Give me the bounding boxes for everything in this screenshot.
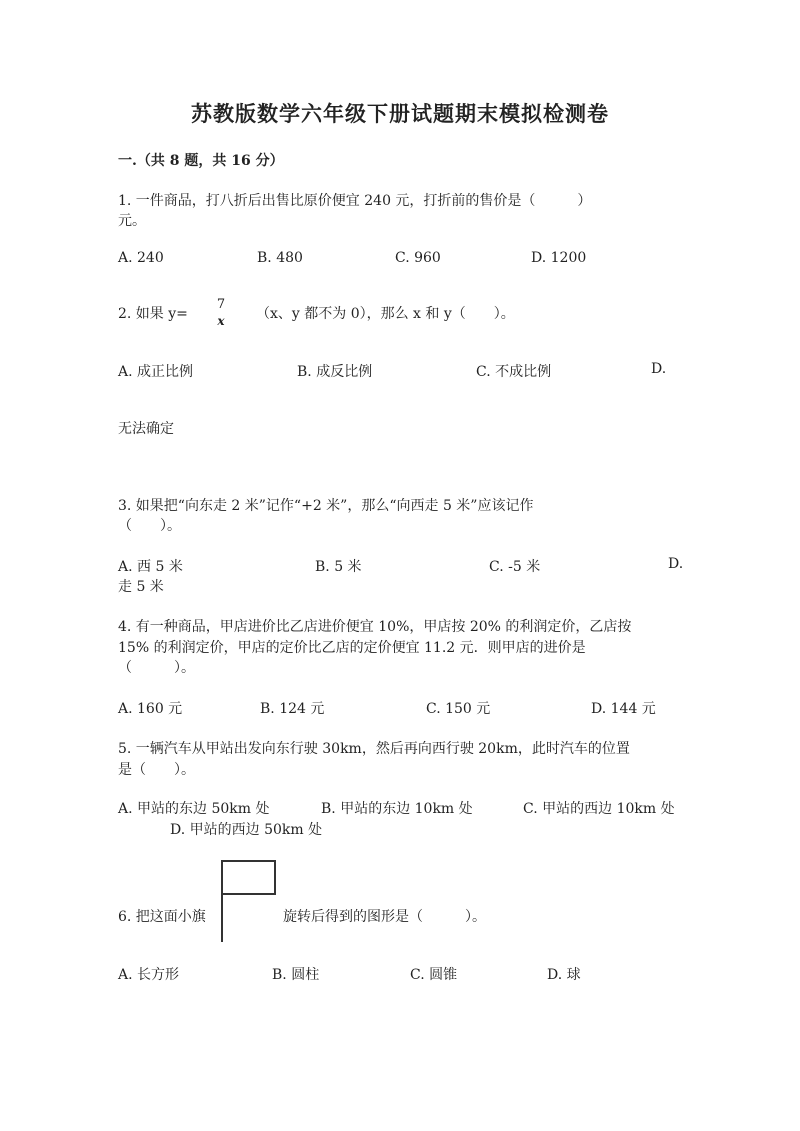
q2-option-d-continued: 无法确定 bbox=[118, 421, 174, 437]
q6-stem-suffix: 旋转后得到的图形是（ ）。 bbox=[283, 909, 486, 925]
q4-option-a: A. 160 元 bbox=[118, 701, 183, 717]
q4-stem-line1: 4. 有一种商品，甲店进价比乙店进价便宜 10%，甲店按 20% 的利润定价，乙店按 bbox=[118, 619, 632, 635]
q2-stem-suffix: （x、y 都不为 0），那么 x 和 y（ ）。 bbox=[256, 306, 515, 322]
q6-option-a: A. 长方形 bbox=[118, 967, 180, 983]
q2-option-c: C. 不成比例 bbox=[476, 364, 552, 380]
q5-stem-line2: 是（ ）。 bbox=[118, 762, 195, 778]
q5-option-a: A. 甲站的东边 50km 处 bbox=[118, 801, 270, 817]
section-header: 一.（共 8 题，共 16 分） bbox=[118, 153, 284, 169]
fraction bbox=[211, 297, 231, 329]
q6-option-d: D. 球 bbox=[547, 967, 581, 983]
q4-stem-line3: （ ）。 bbox=[118, 660, 195, 676]
q1-option-a: A. 240 bbox=[118, 250, 164, 266]
q1-option-b: B. 480 bbox=[257, 250, 303, 266]
q5-option-d: D. 甲站的西边 50km 处 bbox=[170, 822, 323, 838]
q4-option-b: B. 124 元 bbox=[260, 701, 325, 717]
q1-option-d: D. 1200 bbox=[531, 250, 587, 266]
q3-option-a: A. 西 5 米 bbox=[118, 559, 183, 575]
q1-stem-line1: 1. 一件商品，打八折后出售比原价便宜 240 元，打折前的售价是（ ） bbox=[118, 193, 592, 209]
q3-option-d: D. bbox=[668, 556, 684, 572]
q3-stem-line1: 3. 如果把“向东走 2 米”记作“+2 米”，那么“向西走 5 米”应该记作 bbox=[118, 498, 534, 514]
page-title: 苏教版数学六年级下册试题期末模拟检测卷 bbox=[191, 101, 609, 126]
fraction-numerator: 7 bbox=[216, 297, 226, 312]
q4-stem-line2: 15% 的利润定价，甲店的定价比乙店的定价便宜 11.2 元．则甲店的进价是 bbox=[118, 640, 586, 656]
q2-option-d: D. bbox=[651, 361, 667, 377]
q5-option-b: B. 甲站的东边 10km 处 bbox=[321, 801, 473, 817]
q1-stem-line2: 元。 bbox=[118, 213, 146, 229]
q4-option-c: C. 150 元 bbox=[426, 701, 491, 717]
flag-figure bbox=[221, 860, 276, 895]
q3-stem-line2: （ ）。 bbox=[118, 518, 181, 534]
q2-option-a: A. 成正比例 bbox=[118, 364, 194, 380]
q5-option-c: C. 甲站的西边 10km 处 bbox=[523, 801, 675, 817]
q6-stem-prefix: 6. 把这面小旗 bbox=[118, 909, 206, 925]
q6-option-b: B. 圆柱 bbox=[272, 967, 320, 983]
q3-option-c: C. -5 米 bbox=[489, 559, 541, 575]
q3-option-b: B. 5 米 bbox=[315, 559, 362, 575]
flag-pole bbox=[221, 860, 223, 942]
q4-option-d: D. 144 元 bbox=[591, 701, 656, 717]
q2-option-b: B. 成反比例 bbox=[297, 364, 373, 380]
q5-stem-line1: 5. 一辆汽车从甲站出发向东行驶 30km，然后再向西行驶 20km，此时汽车的位置 bbox=[118, 741, 630, 757]
fraction-denominator: x bbox=[217, 314, 225, 328]
q6-option-c: C. 圆锥 bbox=[410, 967, 458, 983]
q3-option-d-continued: 走 5 米 bbox=[118, 579, 164, 595]
q1-option-c: C. 960 bbox=[395, 250, 441, 266]
q2-stem-prefix: 2. 如果 y= bbox=[118, 306, 188, 322]
